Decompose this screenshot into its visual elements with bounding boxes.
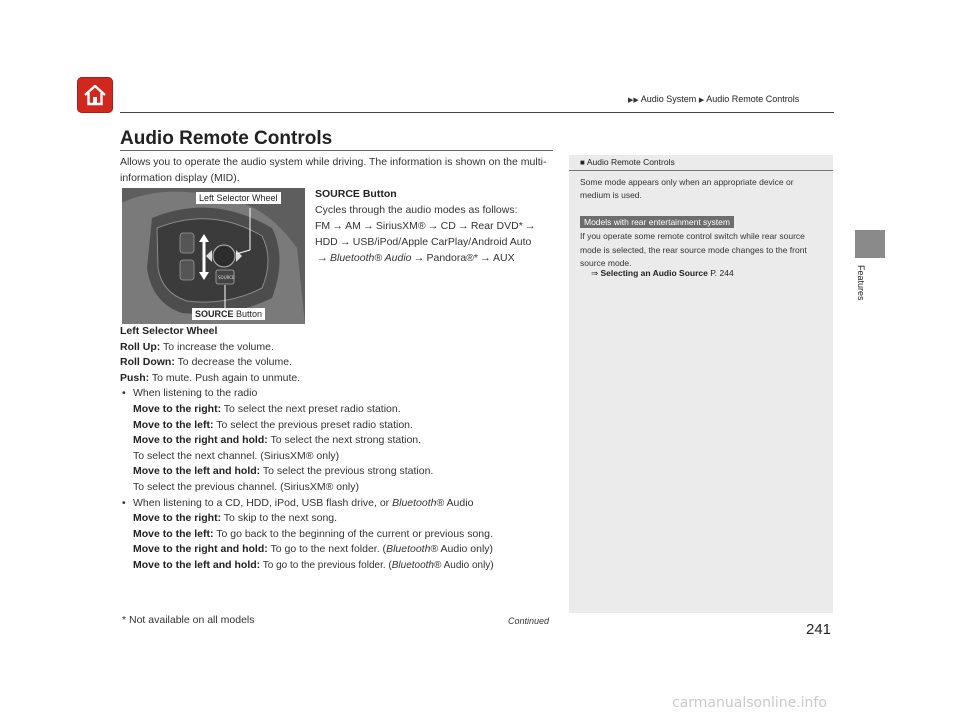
media-right-label: Move to the right: [133, 512, 222, 525]
radio-left-hold-line [120, 464, 565, 480]
radio-left-line [120, 418, 565, 434]
bluetooth-word: Bluetooth [391, 559, 434, 571]
media-left-label: Move to the left: [133, 527, 214, 540]
media-right-line [120, 511, 565, 527]
push-label: Push: [120, 371, 150, 384]
breadcrumb-item[interactable]: Audio System [640, 94, 697, 104]
reference-arrow-icon: ⇒ [591, 268, 601, 278]
source-mode: CD [440, 220, 456, 232]
bluetooth-word: Bluetooth [386, 543, 431, 556]
radio-right-hold-line [120, 433, 565, 449]
reference-page: P. 244 [710, 268, 734, 278]
arrow-right-icon: → [362, 220, 374, 232]
arrow-right-icon: → [524, 220, 536, 232]
roll-up-text: To increase the volume. [160, 340, 274, 353]
source-mode: AUX [493, 252, 515, 264]
media-left-hold-line [120, 558, 565, 574]
source-key-label: SOURCE [218, 275, 235, 280]
source-mode: Rear DVD* [470, 220, 523, 232]
radio-prev-channel-line: To select the previous channel. (SiriusXM® only) [133, 480, 360, 493]
home-icon [82, 82, 108, 108]
source-mode: USB/iPod/Apple CarPlay/Android Auto [352, 236, 532, 248]
sidebar-note-1: Some mode appears only when an appropriate device or medium is used. [580, 177, 794, 200]
callout-source-rest: Button [233, 309, 263, 319]
source-mode-sequence [315, 218, 560, 266]
home-button[interactable] [77, 77, 113, 113]
media-right-hold-line [120, 542, 565, 558]
page-number: 241 [806, 621, 832, 638]
media-left-line [120, 527, 565, 543]
callout-source-button [192, 308, 265, 320]
arrow-right-icon: → [317, 252, 328, 264]
continued-label: Continued [508, 616, 550, 626]
media-bullet [120, 496, 565, 512]
breadcrumb-arrow-icon: ▶▶ [628, 97, 639, 104]
breadcrumb-arrow-icon: ▶ [698, 97, 705, 104]
source-mode: Bluetooth® Audio [330, 252, 412, 264]
push-line [120, 371, 565, 387]
title-divider [120, 150, 553, 151]
radio-right-hold-text: To select the next strong station. [267, 434, 422, 447]
arrow-right-icon: → [413, 252, 425, 264]
roll-down-line [120, 355, 565, 371]
radio-right-text: To select the next preset radio station. [221, 402, 401, 415]
sidebar-note-2: If you operate some remote control switch while rear source mode is selected, the rear source mode changes to the front source mode. [580, 231, 807, 268]
bluetooth-only: ® Audio only) [430, 543, 494, 556]
intro-paragraph: Allows you to operate the audio system while driving. The information is shown on the multi-information display (MID). [120, 156, 547, 184]
radio-left-hold-text: To select the previous strong station. [260, 465, 434, 478]
roll-down-label: Roll Down: [120, 356, 175, 369]
left-selector-heading: Left Selector Wheel [120, 325, 218, 337]
media-intro-bluetooth: Bluetooth [392, 496, 437, 509]
media-right-text: To skip to the next song. [221, 512, 338, 525]
media-left-text: To go back to the beginning of the current or previous song. [213, 527, 493, 540]
header-divider [120, 112, 834, 113]
media-right-hold-text: To go to the next folder. ( [267, 543, 387, 556]
source-mode: FM [315, 220, 331, 232]
arrow-right-icon: → [339, 236, 351, 248]
radio-next-channel-line: To select the next channel. (SiriusXM® only) [133, 449, 340, 462]
media-intro-audio: ® Audio [436, 496, 474, 509]
sidebar-divider [569, 170, 833, 171]
arrow-right-icon: → [457, 220, 469, 232]
radio-bullet: • When listening to the radio [120, 386, 565, 402]
source-mode: AM [345, 220, 361, 232]
callout-left-selector-wheel: Left Selector Wheel [196, 192, 281, 204]
reference-label: Selecting an Audio Source [600, 268, 708, 278]
media-left-hold-text: To go to the previous folder. ( [260, 559, 392, 571]
media-right-hold-label: Move to the right and hold: [133, 543, 268, 556]
section-tab-label: Features [856, 265, 866, 301]
note-icon: ■ [580, 158, 585, 167]
source-mode: HDD [315, 236, 338, 248]
steering-wheel-figure [122, 188, 305, 324]
roll-up-line [120, 340, 565, 356]
radio-right-label: Move to the right: [133, 402, 222, 415]
arrow-right-icon: → [332, 220, 344, 232]
radio-left-text: To select the previous preset radio station. [213, 418, 413, 431]
source-mode: Pandora®* [426, 252, 479, 264]
left-selector-section [120, 324, 565, 574]
roll-up-label: Roll Up: [120, 340, 161, 353]
cross-reference-link[interactable] [591, 268, 734, 279]
radio-left-label: Move to the left: [133, 418, 214, 431]
steering-wheel-illustration [122, 188, 305, 324]
radio-right-hold-label: Move to the right and hold: [133, 434, 268, 447]
radio-right-line [120, 402, 565, 418]
media-intro-text: When listening to a CD, HDD, iPod, USB flash drive, or [133, 496, 393, 509]
push-text: To mute. Push again to unmute. [149, 371, 301, 384]
watermark: carmanualsonline.info [672, 695, 827, 711]
source-button-desc: Cycles through the audio modes as follows: [315, 204, 518, 216]
sidebar-heading-text: Audio Remote Controls [586, 157, 675, 167]
arrow-right-icon: → [427, 220, 439, 232]
footnote: * Not available on all models [122, 614, 255, 626]
arrow-right-icon: → [480, 252, 492, 264]
source-mode: SiriusXM® [375, 220, 426, 232]
radio-left-hold-label: Move to the left and hold: [133, 465, 261, 478]
source-button-heading: SOURCE Button [315, 188, 397, 200]
section-tab[interactable] [855, 230, 885, 258]
callout-source-bold: SOURCE [195, 309, 234, 319]
media-left-hold-label: Move to the left and hold: [133, 558, 261, 571]
source-button-section [315, 186, 560, 266]
breadcrumb-item[interactable]: Audio Remote Controls [706, 94, 800, 104]
page-title: Audio Remote Controls [120, 128, 333, 149]
roll-down-text: To decrease the volume. [174, 356, 292, 369]
breadcrumb [628, 94, 799, 104]
model-badge: Models with rear entertainment system [580, 216, 734, 228]
bluetooth-only: ® Audio only) [434, 559, 494, 571]
sidebar-heading [580, 157, 675, 167]
